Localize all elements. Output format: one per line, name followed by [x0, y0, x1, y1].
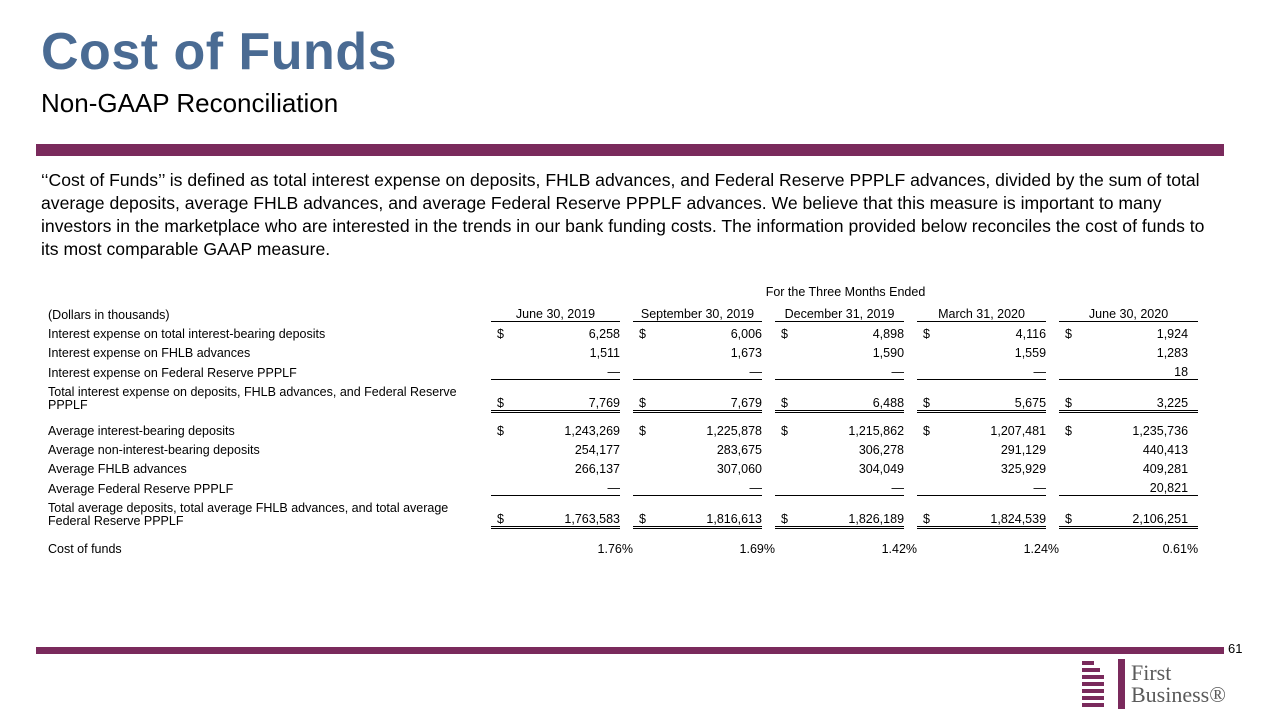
logo-wordmark	[1131, 662, 1226, 706]
currency-symbol: $	[639, 424, 646, 438]
cell-value: 1,924	[1156, 327, 1189, 341]
table-total-row	[45, 496, 1198, 528]
row-label: Total average deposits, total average FHLB advances, and total average Federal Reserve PPPLF	[48, 500, 449, 528]
period-header: For the Three Months Ended	[765, 285, 926, 299]
cell-value: —	[795, 360, 904, 380]
column-header: September 30, 2019	[633, 302, 762, 322]
row-label: Average interest-bearing deposits	[48, 424, 235, 438]
currency-symbol: $	[633, 380, 653, 412]
cell-value: 1,673	[730, 346, 762, 360]
page-subtitle: Non-GAAP Reconciliation	[41, 88, 339, 118]
cell-value: 1,826,189	[795, 496, 904, 528]
cell-value: 440,413	[1142, 443, 1189, 457]
currency-symbol: $	[1065, 327, 1072, 341]
currency-symbol: $	[497, 327, 504, 341]
currency-symbol: $	[923, 327, 930, 341]
row-label: Average Federal Reserve PPPLF	[48, 481, 234, 496]
currency-symbol: $	[917, 496, 937, 528]
description-paragraph: ‘‘Cost of Funds’’ is defined as total interest expense on deposits, FHLB advances, and Federal Reserve PPPLF advances, divided by the sum of total average deposits, average FHLB advances, and average Federal Reserve PPPLF advances. We believe that this measure is important to many investors in the marketplace who are interested in the trends in our bank funding costs. The information provided below reconciles the cost of funds to its most comparable GAAP measure.	[41, 170, 1205, 259]
cell-value: 1.24%	[1023, 542, 1060, 556]
cost-of-funds-row	[45, 535, 1198, 556]
cell-value: 1.42%	[881, 542, 918, 556]
cell-value: 4,116	[1015, 327, 1047, 341]
cell-value: 6,006	[730, 327, 762, 341]
page-title: Cost of Funds	[41, 23, 398, 81]
cell-value: 1,283	[1156, 346, 1189, 360]
cell-value: 6,258	[588, 327, 620, 341]
cell-value: 0.61%	[1162, 542, 1199, 556]
cell-value: 1,763,583	[511, 496, 620, 528]
cell-value: 18	[1079, 360, 1188, 380]
cell-value: 1.76%	[597, 542, 633, 556]
row-label: Interest expense on total interest-bearing deposits	[48, 327, 326, 341]
cell-value: 1,511	[589, 346, 620, 360]
row-label: Average FHLB advances	[48, 462, 187, 476]
table-header-row	[45, 302, 1198, 322]
cell-value: 306,278	[858, 443, 905, 457]
cell-value: 307,060	[716, 462, 762, 476]
cell-value: —	[511, 476, 620, 496]
currency-symbol: $	[497, 424, 504, 438]
cell-value: 1.69%	[739, 542, 775, 556]
currency-symbol: $	[923, 424, 930, 438]
table-total-row	[45, 380, 1198, 412]
cell-value: 1,590	[872, 346, 905, 360]
currency-symbol: $	[1059, 380, 1079, 412]
cell-value: 283,675	[716, 443, 762, 457]
currency-symbol: $	[491, 380, 511, 412]
currency-symbol: $	[1065, 424, 1072, 438]
cell-value: 266,137	[574, 462, 620, 476]
cell-value: 5,675	[937, 380, 1046, 412]
cell-value: 6,488	[795, 380, 904, 412]
table-row	[45, 419, 1198, 438]
cell-value: 1,559	[1014, 346, 1047, 360]
cell-value: —	[653, 360, 762, 380]
table-row	[45, 438, 1198, 457]
cell-value: —	[937, 360, 1046, 380]
cell-value: 304,049	[858, 462, 905, 476]
column-header: June 30, 2019	[491, 302, 620, 322]
currency-symbol: $	[775, 380, 795, 412]
cell-value: 254,177	[574, 443, 620, 457]
column-header: December 31, 2019	[775, 302, 904, 322]
cell-value: —	[653, 476, 762, 496]
currency-symbol: $	[775, 496, 795, 528]
table-row	[45, 341, 1198, 360]
reconciliation-table	[45, 302, 1198, 556]
cell-value: —	[795, 476, 904, 496]
cell-value: 1,243,269	[564, 424, 620, 438]
currency-symbol: $	[781, 327, 788, 341]
currency-symbol: $	[917, 380, 937, 412]
row-label: Total interest expense on deposits, FHLB advances, and Federal Reserve PPPLF	[48, 384, 457, 412]
units-label: (Dollars in thousands)	[48, 307, 170, 322]
top-divider-bar	[36, 144, 1224, 156]
cell-value: 3,225	[1079, 380, 1188, 412]
row-label: Interest expense on Federal Reserve PPPLF	[48, 365, 297, 380]
cell-value: 1,824,539	[937, 496, 1046, 528]
cell-value: 1,235,736	[1132, 424, 1189, 438]
cell-value: 1,225,878	[706, 424, 762, 438]
cell-value: 325,929	[1000, 462, 1047, 476]
table-row	[45, 476, 1198, 496]
row-label: Cost of funds	[48, 542, 122, 556]
row-label: Average non-interest-bearing deposits	[48, 443, 260, 457]
cell-value: 7,769	[511, 380, 620, 412]
table-row	[45, 322, 1198, 342]
cell-value: 1,816,613	[653, 496, 762, 528]
logo-line-1: First	[1131, 660, 1172, 685]
cell-value: 409,281	[1142, 462, 1189, 476]
currency-symbol: $	[639, 327, 646, 341]
column-header: March 31, 2020	[917, 302, 1046, 322]
column-header: June 30, 2020	[1059, 302, 1198, 322]
logo-line-2: Business®	[1131, 682, 1226, 707]
currency-symbol: $	[633, 496, 653, 528]
currency-symbol: $	[781, 424, 788, 438]
bottom-divider-bar	[36, 647, 1224, 654]
cell-value: 1,207,481	[990, 424, 1047, 438]
cell-value: —	[937, 476, 1046, 496]
currency-symbol: $	[1059, 496, 1079, 528]
cell-value: 20,821	[1079, 476, 1188, 496]
cell-value: 2,106,251	[1079, 496, 1188, 528]
table-row	[45, 360, 1198, 380]
cell-value: 1,215,862	[848, 424, 905, 438]
cell-value: 4,898	[872, 327, 905, 341]
row-label: Interest expense on FHLB advances	[48, 346, 251, 360]
cell-value: —	[511, 360, 620, 380]
page-number: 61	[1228, 641, 1243, 656]
cell-value: 7,679	[653, 380, 762, 412]
table-row	[45, 457, 1198, 476]
cell-value: 291,129	[1000, 443, 1047, 457]
currency-symbol: $	[491, 496, 511, 528]
